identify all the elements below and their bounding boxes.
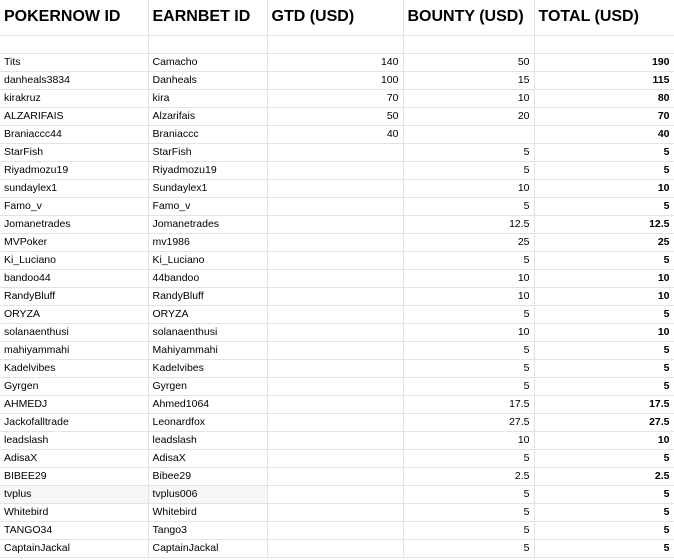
cell-pokernow-id[interactable]: Jomanetrades [0,215,148,233]
cell-earnbet-id[interactable]: Ahmed1064 [148,395,267,413]
cell-bounty-usd[interactable]: 5 [403,197,534,215]
cell-total-usd[interactable]: 12.5 [534,215,674,233]
cell-total-usd[interactable]: 10 [534,287,674,305]
table-row [0,395,674,413]
cell-total-usd[interactable]: 5 [534,197,674,215]
empty-cell[interactable] [0,35,148,53]
cell-bounty-usd[interactable]: 17.5 [403,395,534,413]
cell-gtd-usd[interactable] [267,359,403,377]
cell-bounty-usd[interactable]: 10 [403,269,534,287]
table-row [0,413,674,431]
cell-gtd-usd[interactable] [267,179,403,197]
cell-pokernow-id[interactable]: Ki_Luciano [0,251,148,269]
cell-bounty-usd[interactable]: 2.5 [403,467,534,485]
table-row [0,89,674,107]
cell-gtd-usd[interactable] [267,431,403,449]
cell-pokernow-id[interactable]: Famo_v [0,197,148,215]
cell-bounty-usd[interactable]: 10 [403,179,534,197]
cell-earnbet-id[interactable]: Camacho [148,53,267,71]
cell-earnbet-id[interactable]: Sundaylex1 [148,179,267,197]
cell-pokernow-id[interactable]: Gyrgen [0,377,148,395]
cell-total-usd[interactable]: 5 [534,305,674,323]
cell-total-usd[interactable]: 5 [534,341,674,359]
cell-gtd-usd[interactable]: 70 [267,89,403,107]
cell-earnbet-id[interactable]: Danheals [148,71,267,89]
cell-bounty-usd[interactable]: 5 [403,485,534,503]
header-earnbet-id[interactable]: EARNBET ID [148,0,267,35]
cell-gtd-usd[interactable] [267,467,403,485]
cell-bounty-usd[interactable]: 5 [403,161,534,179]
cell-earnbet-id[interactable]: Whitebird [148,503,267,521]
table-row [0,539,674,557]
table-row [0,377,674,395]
cell-bounty-usd[interactable]: 5 [403,143,534,161]
cell-gtd-usd[interactable] [267,539,403,557]
table-row [0,179,674,197]
cell-pokernow-id[interactable]: kirakruz [0,89,148,107]
cell-gtd-usd[interactable] [267,251,403,269]
cell-bounty-usd[interactable]: 10 [403,323,534,341]
cell-total-usd[interactable]: 80 [534,89,674,107]
cell-earnbet-id[interactable]: Tango3 [148,521,267,539]
cell-earnbet-id[interactable]: Riyadmozu19 [148,161,267,179]
cell-total-usd[interactable]: 115 [534,71,674,89]
cell-earnbet-id[interactable]: ORYZA [148,305,267,323]
cell-total-usd[interactable]: 17.5 [534,395,674,413]
cell-bounty-usd[interactable]: 5 [403,359,534,377]
cell-earnbet-id[interactable]: RandyBluff [148,287,267,305]
cell-bounty-usd[interactable]: 5 [403,449,534,467]
cell-total-usd[interactable]: 70 [534,107,674,125]
table-row [0,269,674,287]
cell-gtd-usd[interactable] [267,377,403,395]
table-row [0,233,674,251]
cell-pokernow-id[interactable]: TANGO34 [0,521,148,539]
cell-gtd-usd[interactable]: 50 [267,107,403,125]
cell-pokernow-id[interactable]: StarFish [0,143,148,161]
table-row [0,431,674,449]
cell-bounty-usd[interactable]: 5 [403,521,534,539]
cell-gtd-usd[interactable] [267,413,403,431]
cell-total-usd[interactable]: 5 [534,539,674,557]
cell-earnbet-id[interactable]: Mahiyammahi [148,341,267,359]
empty-cell[interactable] [148,35,267,53]
cell-gtd-usd[interactable] [267,269,403,287]
table-row [0,53,674,71]
table-body [0,35,674,557]
cell-pokernow-id[interactable]: danheals3834 [0,71,148,89]
cell-total-usd[interactable]: 5 [534,485,674,503]
cell-total-usd[interactable]: 40 [534,125,674,143]
cell-total-usd[interactable]: 5 [534,503,674,521]
cell-earnbet-id[interactable]: Ki_Luciano [148,251,267,269]
empty-cell[interactable] [403,35,534,53]
cell-pokernow-id[interactable]: tvplus [0,485,148,503]
cell-bounty-usd[interactable] [403,125,534,143]
cell-earnbet-id[interactable]: kira [148,89,267,107]
cell-pokernow-id[interactable]: leadslash [0,431,148,449]
table-row [0,305,674,323]
cell-total-usd[interactable]: 10 [534,323,674,341]
table-row [0,359,674,377]
cell-pokernow-id[interactable]: CaptainJackal [0,539,148,557]
cell-pokernow-id[interactable]: AHMEDJ [0,395,148,413]
cell-earnbet-id[interactable]: mv1986 [148,233,267,251]
cell-gtd-usd[interactable] [267,287,403,305]
cell-gtd-usd[interactable] [267,503,403,521]
cell-bounty-usd[interactable]: 5 [403,305,534,323]
cell-gtd-usd[interactable] [267,323,403,341]
cell-total-usd[interactable]: 10 [534,431,674,449]
cell-earnbet-id[interactable]: Leonardfox [148,413,267,431]
cell-bounty-usd[interactable]: 15 [403,71,534,89]
cell-pokernow-id[interactable]: Braniaccc44 [0,125,148,143]
cell-pokernow-id[interactable]: mahiyammahi [0,341,148,359]
cell-bounty-usd[interactable]: 10 [403,431,534,449]
header-pokernow-id[interactable]: POKERNOW ID [0,0,148,35]
cell-pokernow-id[interactable]: Jackofalltrade [0,413,148,431]
cell-bounty-usd[interactable]: 5 [403,341,534,359]
cell-total-usd[interactable]: 5 [534,251,674,269]
table-row [0,197,674,215]
header-bounty-usd[interactable]: BOUNTY (USD) [403,0,534,35]
cell-bounty-usd[interactable]: 50 [403,53,534,71]
cell-total-usd[interactable]: 2.5 [534,467,674,485]
cell-pokernow-id[interactable]: MVPoker [0,233,148,251]
table-row [0,143,674,161]
table-row [0,323,674,341]
cell-gtd-usd[interactable] [267,305,403,323]
cell-pokernow-id[interactable]: bandoo44 [0,269,148,287]
cell-gtd-usd[interactable] [267,143,403,161]
cell-earnbet-id[interactable]: solanaenthusi [148,323,267,341]
cell-earnbet-id[interactable]: Braniaccc [148,125,267,143]
table-row [0,341,674,359]
cell-pokernow-id[interactable]: Whitebird [0,503,148,521]
cell-gtd-usd[interactable] [267,395,403,413]
cell-total-usd[interactable]: 25 [534,233,674,251]
cell-earnbet-id[interactable]: leadslash [148,431,267,449]
empty-cell[interactable] [534,35,674,53]
cell-earnbet-id[interactable]: StarFish [148,143,267,161]
cell-gtd-usd[interactable]: 100 [267,71,403,89]
cell-earnbet-id[interactable]: tvplus006 [148,485,267,503]
cell-earnbet-id[interactable]: CaptainJackal [148,539,267,557]
cell-pokernow-id[interactable]: AdisaX [0,449,148,467]
cell-total-usd[interactable]: 10 [534,179,674,197]
cell-gtd-usd[interactable] [267,341,403,359]
cell-bounty-usd[interactable]: 12.5 [403,215,534,233]
table-row [0,503,674,521]
header-total-usd[interactable]: TOTAL (USD) [534,0,674,35]
cell-pokernow-id[interactable]: sundaylex1 [0,179,148,197]
cell-earnbet-id[interactable]: Kadelvibes [148,359,267,377]
cell-pokernow-id[interactable]: ORYZA [0,305,148,323]
header-row [0,0,674,35]
cell-bounty-usd[interactable]: 5 [403,503,534,521]
cell-gtd-usd[interactable] [267,197,403,215]
cell-bounty-usd[interactable]: 5 [403,539,534,557]
cell-gtd-usd[interactable] [267,449,403,467]
cell-total-usd[interactable]: 5 [534,143,674,161]
cell-pokernow-id[interactable]: ALZARIFAIS [0,107,148,125]
cell-bounty-usd[interactable]: 20 [403,107,534,125]
cell-bounty-usd[interactable]: 10 [403,287,534,305]
cell-earnbet-id[interactable]: AdisaX [148,449,267,467]
cell-total-usd[interactable]: 190 [534,53,674,71]
table-row [0,161,674,179]
cell-total-usd[interactable]: 27.5 [534,413,674,431]
cell-bounty-usd[interactable]: 27.5 [403,413,534,431]
cell-earnbet-id[interactable]: Gyrgen [148,377,267,395]
cell-gtd-usd[interactable]: 40 [267,125,403,143]
cell-total-usd[interactable]: 5 [534,161,674,179]
cell-gtd-usd[interactable]: 140 [267,53,403,71]
cell-pokernow-id[interactable]: solanaenthusi [0,323,148,341]
cell-earnbet-id[interactable]: 44bandoo [148,269,267,287]
empty-cell[interactable] [267,35,403,53]
cell-total-usd[interactable]: 5 [534,449,674,467]
table-row [0,215,674,233]
cell-pokernow-id[interactable]: Tits [0,53,148,71]
table-row [0,107,674,125]
table-row [0,71,674,89]
cell-total-usd[interactable]: 5 [534,377,674,395]
cell-bounty-usd[interactable]: 10 [403,89,534,107]
table-row [0,287,674,305]
cell-earnbet-id[interactable]: Alzarifais [148,107,267,125]
cell-pokernow-id[interactable]: RandyBluff [0,287,148,305]
cell-pokernow-id[interactable]: Riyadmozu19 [0,161,148,179]
cell-earnbet-id[interactable]: Jomanetrades [148,215,267,233]
cell-bounty-usd[interactable]: 5 [403,251,534,269]
header-gtd-usd[interactable]: GTD (USD) [267,0,403,35]
cell-pokernow-id[interactable]: Kadelvibes [0,359,148,377]
table-row [0,251,674,269]
cell-total-usd[interactable]: 5 [534,521,674,539]
cell-bounty-usd[interactable]: 5 [403,377,534,395]
cell-gtd-usd[interactable] [267,485,403,503]
table-row [0,467,674,485]
cell-gtd-usd[interactable] [267,161,403,179]
cell-earnbet-id[interactable]: Famo_v [148,197,267,215]
table-row [0,521,674,539]
cell-pokernow-id[interactable]: BIBEE29 [0,467,148,485]
cell-gtd-usd[interactable] [267,521,403,539]
cell-gtd-usd[interactable] [267,215,403,233]
table-row [0,125,674,143]
table-row [0,449,674,467]
cell-earnbet-id[interactable]: Bibee29 [148,467,267,485]
cell-total-usd[interactable]: 5 [534,359,674,377]
cell-bounty-usd[interactable]: 25 [403,233,534,251]
table-row [0,485,674,503]
cell-gtd-usd[interactable] [267,233,403,251]
cell-total-usd[interactable]: 10 [534,269,674,287]
empty-row [0,35,674,53]
